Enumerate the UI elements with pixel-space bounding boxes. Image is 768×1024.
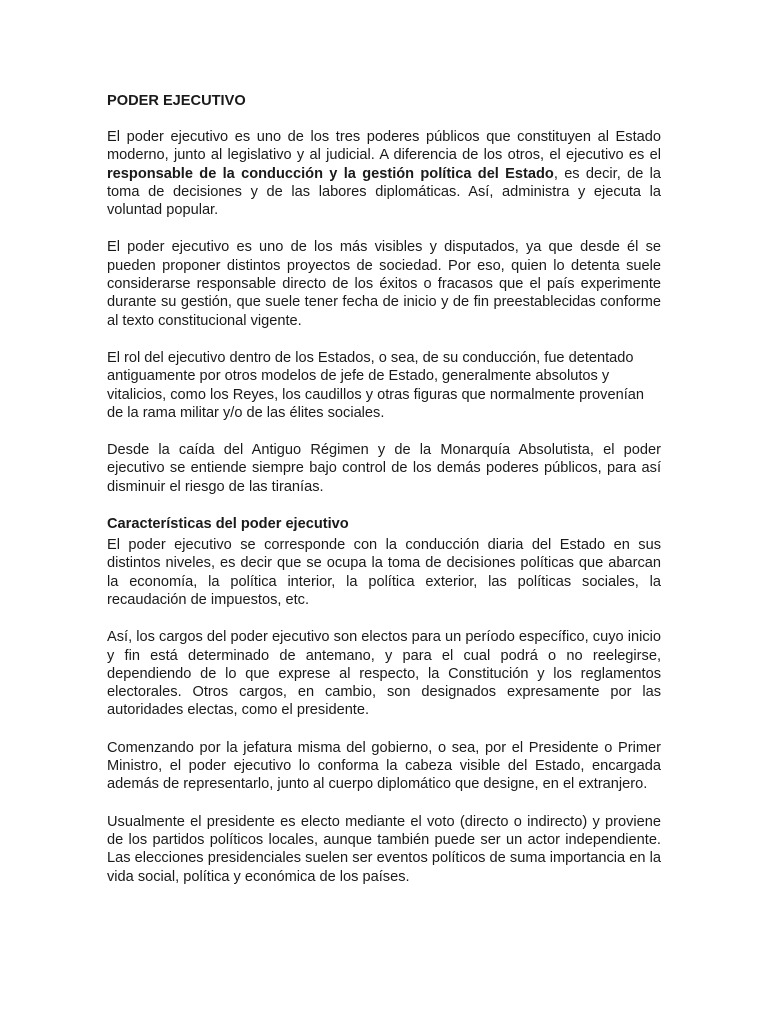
paragraph-1 <box>107 128 661 219</box>
document-title: PODER EJECUTIVO <box>107 93 246 109</box>
paragraph-4: Desde la caída del Antiguo Régimen y de la Monarquía Absolutista, el poder ejecutivo se entiende siempre bajo control de los demás poderes públicos, para así disminuir el riesgo de las tiranías. <box>107 442 661 495</box>
paragraph-5: El poder ejecutivo se corresponde con la conducción diaria del Estado en sus distintos niveles, es decir que se ocupa la toma de decisiones políticas que abarcan la economía, la política interior, la política exterior, las políticas sociales, la recaudación de impuestos, etc. <box>107 537 661 608</box>
paragraph-3: El rol del ejecutivo dentro de los Estados, o sea, de su conducción, fue detentado antiguamente por otros modelos de jefe de Estado, generalmente absolutos y vitalicios, como los Reyes, los caudillos y otras figuras que normalmente provenían de la rama militar y/o de las élites sociales. <box>107 349 644 421</box>
paragraph-6: Así, los cargos del poder ejecutivo son electos para un período específico, cuyo inicio y fin está determinado de antemano, y para el cual podrá o no reelegirse, dependiendo de lo que exprese al respecto, la Constitución y los reglamentos electorales. Otros cargos, en cambio, son designados expresamente por las autoridades electas, como el presidente. <box>107 629 661 719</box>
paragraph-2: El poder ejecutivo es uno de los más visibles y disputados, ya que desde él se pueden proponer distintos proyectos de sociedad. Por eso, quien lo detenta suele considerarse responsable directo de los éxitos o fracasos que el país experimente durante su gestión, que suele tener fecha de inicio y de fin preestablecidas conforme al texto constitucional vigente. <box>107 239 661 329</box>
section-subtitle: Características del poder ejecutivo <box>107 516 349 533</box>
paragraph-1-bold-phrase: responsable de la conducción y la gestión política del Estado <box>107 165 554 182</box>
document-body <box>107 92 661 905</box>
paragraph-8: Usualmente el presidente es electo mediante el voto (directo o indirecto) y proviene de los partidos políticos locales, aunque también puede ser un actor independiente. Las elecciones presidenciales suelen ser eventos políticos de suma importancia en la vida social, política y económica de los países. <box>107 813 661 885</box>
paragraph-7: Comenzando por la jefatura misma del gobierno, o sea, por el Presidente o Primer Ministro, el poder ejecutivo lo conforma la cabeza visible del Estado, encargada además de representarlo, junto al cuerpo diplomático que designe, en el extranjero. <box>107 739 661 793</box>
paragraph-1-text-start: El poder ejecutivo es uno de los tres poderes públicos que constituyen al Estado moderno, junto al legislativo y al judicial. A diferencia de los otros, el ejecutivo es el <box>107 129 661 164</box>
paragraph-1-text-end: , es decir, de la toma de decisiones y de las labores diplomáticas. Así, administra y ejecuta la voluntad popular. <box>107 165 661 219</box>
